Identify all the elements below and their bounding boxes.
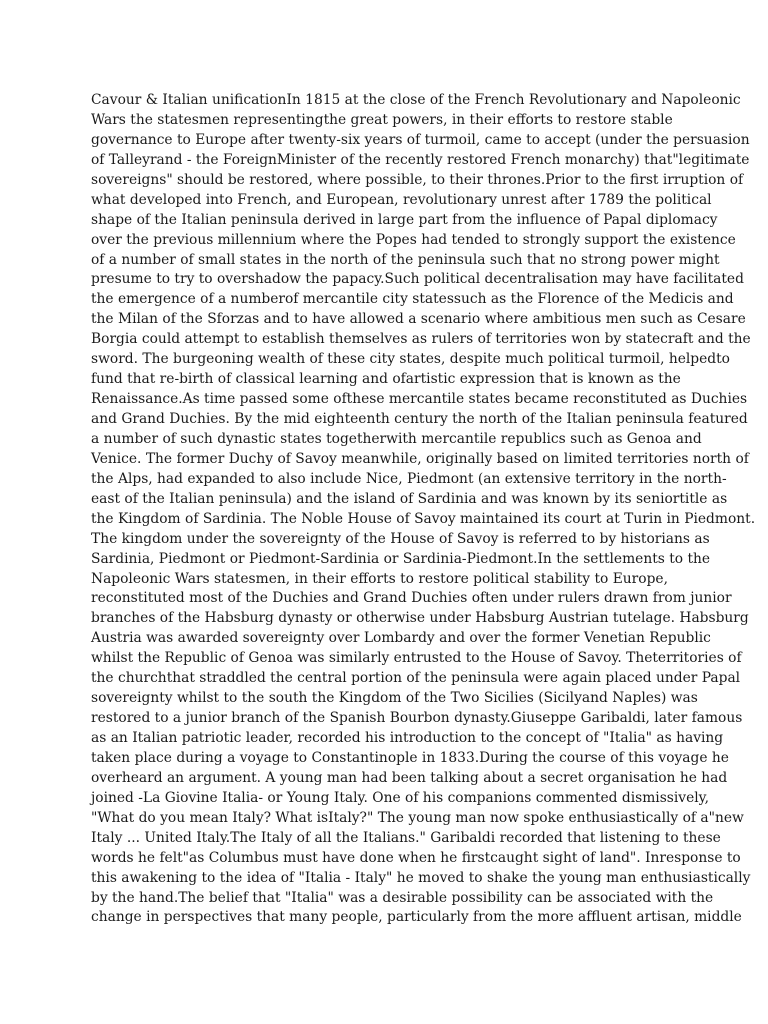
text-line: overheard an argument. A young man had been talking about a secret organisation he had xyxy=(91,769,728,786)
text-line: a number of such dynastic states togetherwith mercantile republics such as Genoa and xyxy=(91,430,702,447)
text-line: Italy ... United Italy.The Italy of all the Italians." Garibaldi recorded that listening to these xyxy=(91,829,721,846)
text-line: Renaissance.As time passed some ofthese mercantile states became reconstituted as Duchies xyxy=(91,391,748,408)
text-line: "What do you mean Italy? What isItaly?" The young man now spoke enthusiastically of a"new xyxy=(91,809,744,826)
text-line: by the hand.The belief that "Italia" was a desirable possibility can be associated with the xyxy=(91,889,714,906)
text-line: fund that re-birth of classical learning and ofartistic expression that is known as the xyxy=(91,371,681,388)
text-line: Sardinia, Piedmont or Piedmont-Sardinia or Sardinia-Piedmont.In the settlements to the xyxy=(91,550,711,567)
text-line: the Alps, had expanded to also include Nice, Piedmont (an extensive territory in the north- xyxy=(91,470,727,487)
text-line: Borgia could attempt to establish themselves as rulers of territories won by statecraft and the xyxy=(91,331,751,348)
text-line: sword. The burgeoning wealth of these city states, despite much political turmoil, helpedto xyxy=(91,351,730,368)
text-line: branches of the Habsburg dynasty or otherwise under Habsburg Austrian tutelage. Habsburg xyxy=(91,610,749,627)
body-text xyxy=(91,91,756,928)
text-line: sovereigns" should be restored, where possible, to their thrones.Prior to the first irruption of xyxy=(91,171,744,188)
text-line: shape of the Italian peninsula derived in large part from the influence of Papal diplomacy xyxy=(91,211,718,228)
text-line: as an Italian patriotic leader, recorded his introduction to the concept of "Italia" as having xyxy=(91,730,724,746)
text-line: Venice. The former Duchy of Savoy meanwhile, originally based on limited territories north of xyxy=(91,450,749,467)
text-line: the emergence of a numberof mercantile city statessuch as the Florence of the Medicis and xyxy=(91,291,734,308)
text-line: presume to try to overshadow the papacy.Such political decentralisation may have facilitated xyxy=(91,271,744,288)
text-line: taken place during a voyage to Constantinople in 1833.During the course of this voyage he xyxy=(91,749,729,766)
text-line: words he felt"as Columbus must have done when he firstcaught sight of land". Inresponse to xyxy=(91,849,741,866)
text-line: of a number of small states in the north of the peninsula such that no strong power might xyxy=(91,251,720,268)
text-line: restored to a junior branch of the Spanish Bourbon dynasty.Giuseppe Garibaldi, later famous xyxy=(91,710,743,727)
text-line: over the previous millennium where the Popes had tended to strongly support the existence xyxy=(91,231,736,248)
text-line: governance to Europe after twenty-six years of turmoil, came to accept (under the persuasion xyxy=(91,131,750,148)
text-line: Wars the statesmen representingthe great powers, in their efforts to restore stable xyxy=(91,111,673,128)
text-line: The kingdom under the sovereignty of the House of Savoy is referred to by historians as xyxy=(91,530,710,547)
text-line: Austria was awarded sovereignty over Lombardy and over the former Venetian Republic xyxy=(91,630,711,647)
text-line: the Kingdom of Sardinia. The Noble House of Savoy maintained its court at Turin in Piedmont. xyxy=(91,510,756,527)
text-line: whilst the Republic of Genoa was similarly entrusted to the House of Savoy. Theterritories of xyxy=(91,650,742,667)
text-line: Cavour & Italian unificationIn 1815 at the close of the French Revolutionary and Napoleonic xyxy=(91,92,741,108)
text-line: of Talleyrand - the ForeignMinister of the recently restored French monarchy) that"legitimate xyxy=(91,151,750,168)
text-line: reconstituted most of the Duchies and Grand Duchies often under rulers drawn from junior xyxy=(91,590,732,607)
text-line: change in perspectives that many people, particularly from the more affluent artisan, middle xyxy=(91,909,742,926)
text-line: sovereignty whilst to the south the Kingdom of the Two Sicilies (Sicilyand Naples) was xyxy=(91,690,698,707)
text-line: joined -La Giovine Italia- or Young Italy. One of his companions commented dismissively, xyxy=(91,789,709,806)
text-line: the churchthat straddled the central portion of the peninsula were again placed under Papal xyxy=(91,670,741,687)
text-line: this awakening to the idea of "Italia - Italy" he moved to shake the young man enthusiastically xyxy=(91,869,751,886)
text-line: what developed into French, and European, revolutionary unrest after 1789 the political xyxy=(91,191,712,208)
text-line: the Milan of the Sforzas and to have allowed a scenario where ambitious men such as Cesare xyxy=(91,311,746,328)
text-line: and Grand Duchies. By the mid eighteenth century the north of the Italian peninsula featured xyxy=(91,411,748,427)
text-line: east of the Italian peninsula) and the island of Sardinia and was known by its seniortitle as xyxy=(91,490,728,507)
text-line: Napoleonic Wars statesmen, in their efforts to restore political stability to Europe, xyxy=(91,570,668,587)
